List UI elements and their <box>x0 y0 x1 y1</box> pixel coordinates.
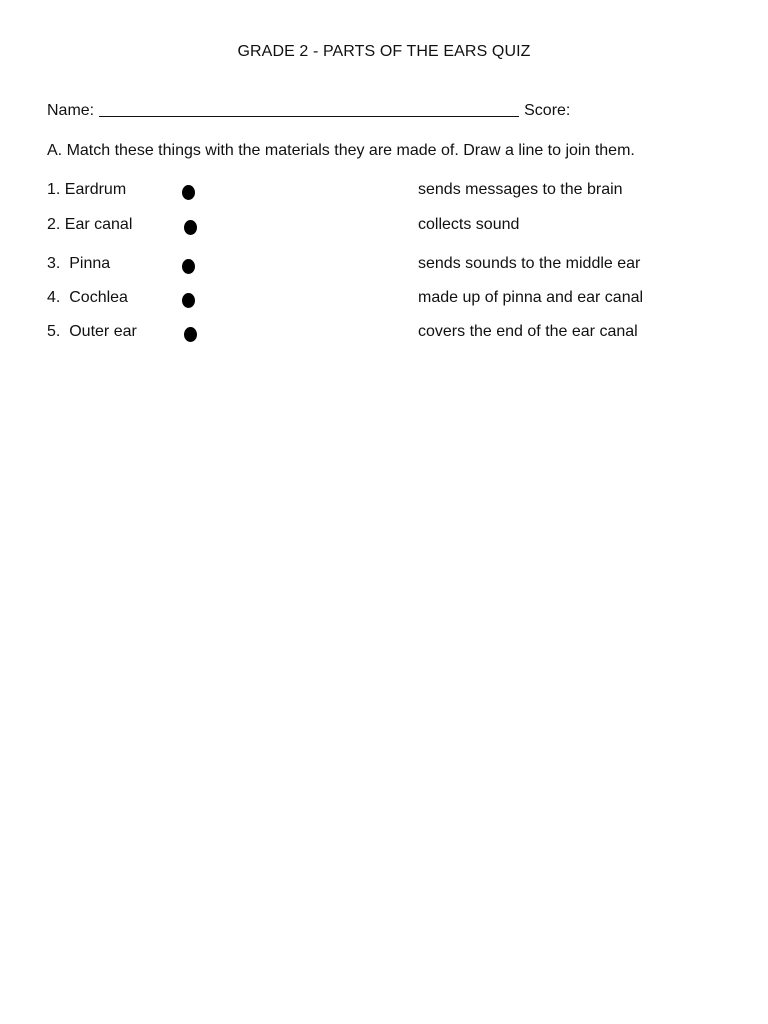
term-label: 4. Cochlea <box>47 289 128 306</box>
match-row <box>0 181 768 203</box>
description-label: sends sounds to the middle ear <box>418 255 641 272</box>
match-row <box>0 323 768 345</box>
page-title: GRADE 2 - PARTS OF THE EARS QUIZ <box>237 43 531 60</box>
term-label: 5. Outer ear <box>47 323 137 340</box>
instructions: A. Match these things with the materials they are made of. Draw a line to join them. <box>47 142 635 159</box>
bullet-dot-icon[interactable] <box>182 185 195 200</box>
bullet-dot-icon[interactable] <box>182 259 195 274</box>
name-label: Name: <box>47 102 95 119</box>
match-row <box>0 255 768 277</box>
term-label: 2. Ear canal <box>47 216 133 233</box>
description-label: collects sound <box>418 216 520 233</box>
description-label: covers the end of the ear canal <box>418 323 638 340</box>
match-row <box>0 216 768 238</box>
bullet-dot-icon[interactable] <box>182 293 195 308</box>
match-row <box>0 289 768 311</box>
bullet-dot-icon[interactable] <box>184 220 197 235</box>
term-label: 1. Eardrum <box>47 181 127 198</box>
bullet-dot-icon[interactable] <box>184 327 197 342</box>
name-blank-field[interactable] <box>99 102 519 117</box>
description-label: sends messages to the brain <box>418 181 623 198</box>
term-label: 3. Pinna <box>47 255 111 272</box>
name-score-line <box>47 102 570 120</box>
score-label: Score: <box>524 102 571 119</box>
description-label: made up of pinna and ear canal <box>418 289 644 306</box>
